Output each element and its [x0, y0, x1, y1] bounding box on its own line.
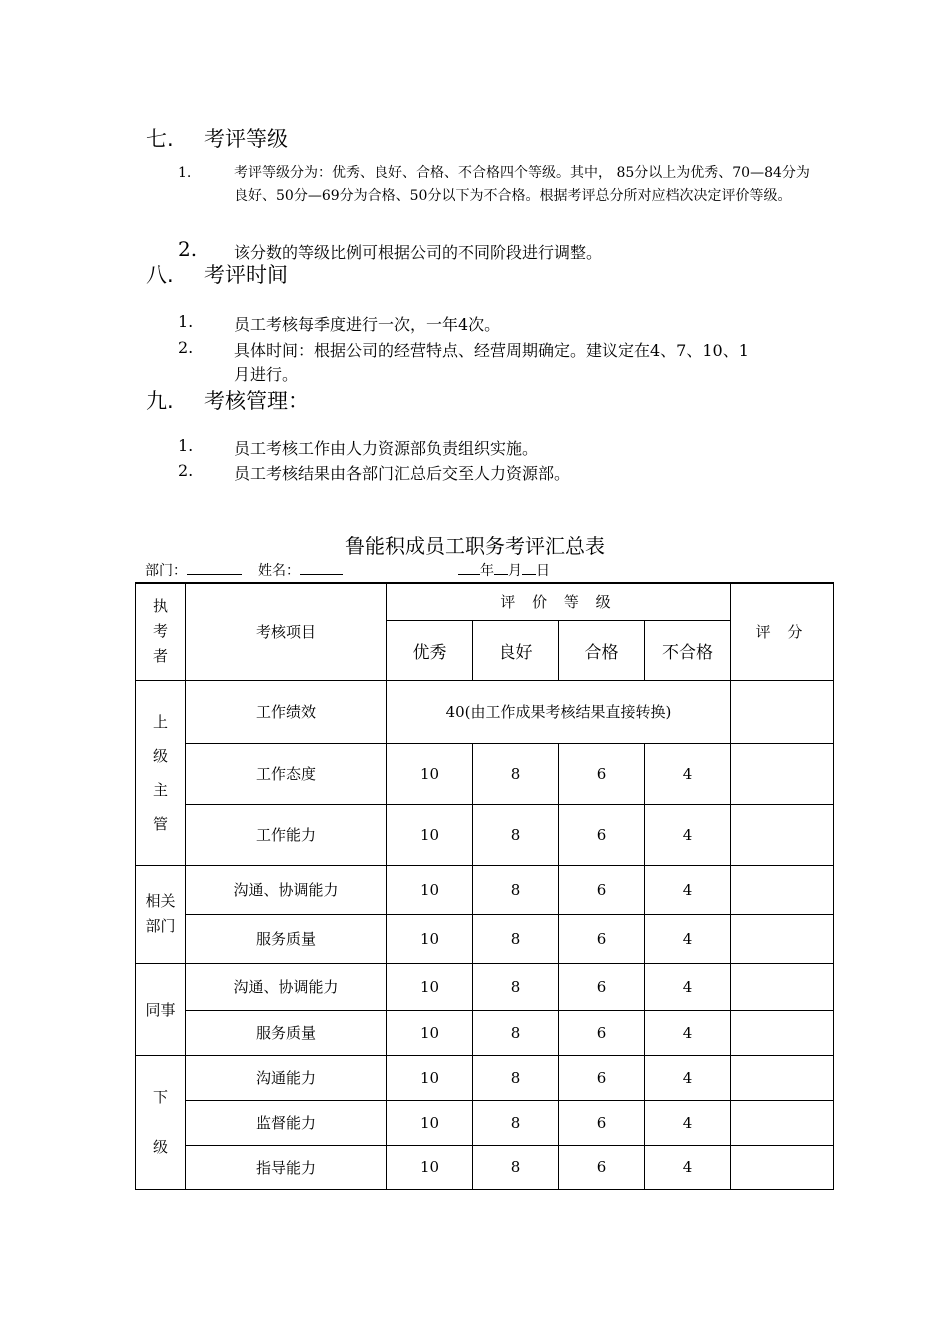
value-cell: 8	[473, 1145, 559, 1189]
value-cell: 10	[387, 1010, 473, 1055]
year-label: 年	[480, 563, 494, 579]
date-field	[458, 560, 550, 580]
value-cell: 6	[559, 1055, 645, 1100]
merged-value: 40(由工作成果考核结果直接转换)	[387, 680, 731, 743]
group-label: 上级主管	[136, 680, 186, 865]
section-number: 九.	[146, 389, 174, 413]
section-title: 考评时间	[204, 263, 288, 287]
value-cell: 8	[473, 804, 559, 865]
day-label: 日	[536, 563, 550, 579]
value-cell: 6	[559, 1145, 645, 1189]
value-cell: 6	[559, 963, 645, 1010]
item-number: 2.	[178, 461, 194, 480]
value-cell: 4	[645, 914, 731, 963]
value-cell: 10	[387, 1055, 473, 1100]
item-number: 1.	[178, 436, 194, 455]
value-cell: 10	[387, 865, 473, 914]
value-cell: 6	[559, 1100, 645, 1145]
dept-label: 部门：	[145, 563, 187, 579]
value-cell: 6	[559, 865, 645, 914]
score-cell[interactable]	[731, 804, 834, 865]
value-cell: 8	[473, 1055, 559, 1100]
value-cell: 4	[645, 963, 731, 1010]
value-cell: 4	[645, 1145, 731, 1189]
value-cell: 8	[473, 1100, 559, 1145]
table-row	[136, 963, 834, 1010]
section-title: 考评等级	[204, 127, 288, 151]
value-cell: 8	[473, 743, 559, 804]
table-row	[136, 865, 834, 914]
item-text: 具体时间：根据公司的经营特点、经营周期确定。建议定在4、7、10、1	[234, 341, 749, 360]
day-blank[interactable]	[522, 560, 536, 575]
table-row	[136, 680, 834, 743]
score-cell[interactable]	[731, 743, 834, 804]
value-cell: 10	[387, 804, 473, 865]
item-name: 沟通能力	[186, 1055, 387, 1100]
value-cell: 4	[645, 743, 731, 804]
item-name: 监督能力	[186, 1100, 387, 1145]
table-row	[136, 1145, 834, 1189]
table-row	[136, 743, 834, 804]
group-label: 同事	[136, 963, 186, 1055]
header-level: 不合格	[645, 620, 731, 680]
score-cell[interactable]	[731, 1055, 834, 1100]
section-number: 七.	[146, 127, 174, 151]
item-number: 2.	[178, 237, 198, 261]
item-name: 工作能力	[186, 804, 387, 865]
dept-field	[145, 560, 242, 580]
header-item: 考核项目	[186, 583, 387, 680]
header-level: 合格	[559, 620, 645, 680]
item-number: 2.	[178, 338, 194, 357]
name-label: 姓名：	[258, 563, 300, 579]
value-cell: 6	[559, 914, 645, 963]
value-cell: 4	[645, 1055, 731, 1100]
header-executor: 执考者	[136, 583, 186, 680]
month-label: 月	[508, 563, 522, 579]
item-name: 指导能力	[186, 1145, 387, 1189]
value-cell: 6	[559, 743, 645, 804]
item-text: 员工考核每季度进行一次，一年4次。	[234, 315, 501, 334]
item-name: 工作绩效	[186, 680, 387, 743]
item-name: 工作态度	[186, 743, 387, 804]
value-cell: 10	[387, 743, 473, 804]
value-cell: 6	[559, 1010, 645, 1055]
name-blank[interactable]	[300, 560, 343, 575]
table-row	[136, 804, 834, 865]
table-row	[136, 1055, 834, 1100]
score-cell[interactable]	[731, 1145, 834, 1189]
value-cell: 8	[473, 914, 559, 963]
table-row	[136, 1010, 834, 1055]
score-cell[interactable]	[731, 914, 834, 963]
group-label: 相关部门	[136, 865, 186, 963]
value-cell: 4	[645, 865, 731, 914]
value-cell: 8	[473, 865, 559, 914]
value-cell: 10	[387, 914, 473, 963]
month-blank[interactable]	[494, 560, 508, 575]
value-cell: 4	[645, 1100, 731, 1145]
score-cell[interactable]	[731, 963, 834, 1010]
section-title: 考核管理：	[204, 389, 309, 413]
value-cell: 4	[645, 1010, 731, 1055]
item-text: 员工考核结果由各部门汇总后交至人力资源部。	[234, 464, 571, 483]
score-cell[interactable]	[731, 865, 834, 914]
name-field	[258, 560, 343, 580]
group-label: 下级	[136, 1055, 186, 1189]
item-text: 月进行。	[234, 365, 299, 384]
score-cell[interactable]	[731, 1100, 834, 1145]
score-cell[interactable]	[731, 680, 834, 743]
value-cell: 8	[473, 963, 559, 1010]
year-blank[interactable]	[458, 560, 480, 575]
header-grade: 评 价 等 级	[387, 583, 731, 620]
header-score: 评 分	[731, 583, 834, 680]
value-cell: 10	[387, 1100, 473, 1145]
section-number: 八.	[146, 263, 174, 287]
item-number: 1.	[178, 165, 192, 181]
item-text: 考评等级分为：优秀、良好、合格、不合格四个等级。其中， 85分以上为优秀、70—84分为良好、50分—69分为合格、50分以下为不合格。根据考评总分所对应档次决定评价等级。	[234, 165, 810, 204]
value-cell: 10	[387, 963, 473, 1010]
header-level: 良好	[473, 620, 559, 680]
item-text: 员工考核工作由人力资源部负责组织实施。	[234, 439, 539, 458]
item-name: 服务质量	[186, 914, 387, 963]
score-cell[interactable]	[731, 1010, 834, 1055]
item-text: 该分数的等级比例可根据公司的不同阶段进行调整。	[234, 243, 603, 262]
item-number: 1.	[178, 312, 194, 331]
value-cell: 10	[387, 1145, 473, 1189]
table-row	[136, 914, 834, 963]
item-name: 沟通、协调能力	[186, 963, 387, 1010]
item-name: 沟通、协调能力	[186, 865, 387, 914]
header-level: 优秀	[387, 620, 473, 680]
form-title: 鲁能积成员工职务考评汇总表	[345, 534, 605, 558]
value-cell: 8	[473, 1010, 559, 1055]
item-name: 服务质量	[186, 1010, 387, 1055]
evaluation-table	[135, 582, 834, 1190]
table-row	[136, 1100, 834, 1145]
value-cell: 6	[559, 804, 645, 865]
dept-blank[interactable]	[187, 560, 242, 575]
value-cell: 4	[645, 804, 731, 865]
